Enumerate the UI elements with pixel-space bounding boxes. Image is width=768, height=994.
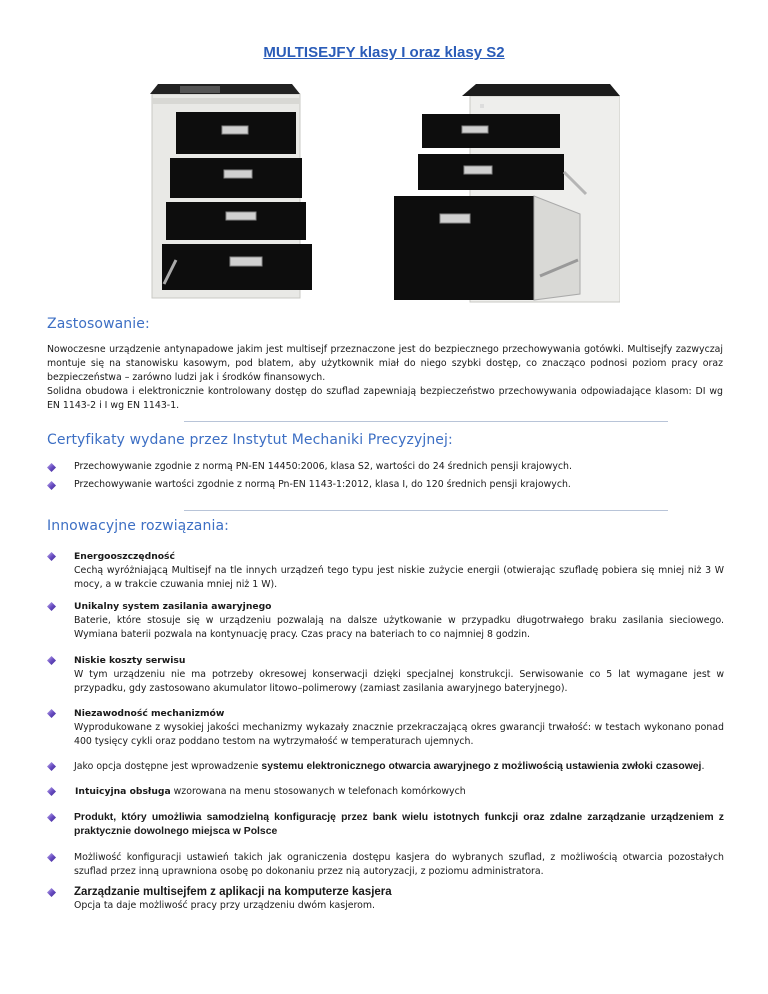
zastosowanie-text — [47, 343, 723, 413]
divider — [184, 421, 668, 422]
zastosowanie-paragraph-2: Solidna obudowa i elektronicznie kontrolowany dostęp do szuflad zapewniają bezpieczeństwo przechowywania odpowiadające klasom: DI wg EN 1143-2 i I wg EN 1143-1. — [47, 386, 723, 411]
diamond-bullet-icon — [47, 656, 56, 665]
diamond-bullet-icon — [47, 463, 56, 472]
diamond-bullet-icon — [47, 853, 56, 862]
section-heading-certyfikaty: Certyfikaty wydane przez Instytut Mechaniki Precyzyjnej: — [47, 432, 453, 448]
feature-title: Zarządzanie multisejfem z aplikacji na komputerze kasjera — [74, 886, 392, 898]
diamond-bullet-icon — [47, 602, 56, 611]
page-title: MULTISEJFY klasy I oraz klasy S2 — [263, 44, 505, 61]
section-heading-zastosowanie: Zastosowanie: — [47, 316, 150, 332]
remote-management-text: Produkt, który umożliwia samodzielną konfigurację przez bank wielu istotnych funkcji oraz zdalne zarządzanie urządzeniem z praktycznie dowolnego miejsca w Polsce — [74, 812, 724, 837]
multisafe-4-drawer-image — [150, 84, 312, 298]
diamond-bullet-icon — [47, 481, 56, 490]
zastosowanie-paragraph-1: Nowoczesne urządzenie antynapadowe jakim jest multisejf przeznaczone jest do bezpiecznego przechowywania gotówki. Multisejfy zazwyczaj montuje się na stanowisku kasowym, pod blatem, aby użytkownik miał do niego szybki dostęp, co znacząco podnosi poziom pracy oraz bezpieczeństwa – zarówno ludzi jak i środków finansowych. — [47, 344, 723, 383]
feature-text: Opcja ta daje możliwość pracy przy urządzeniu dwóm kasjerom. — [74, 900, 375, 911]
section-heading-innowacje: Innowacyjne rozwiązania: — [47, 518, 229, 534]
multisafe-3-drawer-image — [394, 84, 620, 302]
feature-text: Wyprodukowane z wysokiej jakości mechanizmy wykazały znacznie przekraczającą okres gwarancji trwałość: w testach wykonano ponad 400 tysięcy cykli oraz poddano testom na wytrzymałość w temperaturach ujemnych. — [74, 722, 724, 747]
configuration-text: Możliwość konfiguracji ustawień takich jak ograniczenia dostępu kasjera do wybranych szuflad, z możliwością otwarcia pozostałych szuflad przez inną uprawniona osobę po dokonaniu przez nią autoryzacji, z poziomu administratora. — [74, 852, 724, 877]
feature-text: Cechą wyróżniającą Multisejf na tle innych urządzeń tego typu jest niskie zużycie energii (otwierając szufladę pobiera się mniej niż 3 W mocy, a w trakcie czuwania mniej niż 1 W). — [74, 565, 724, 590]
diamond-bullet-icon — [47, 762, 56, 771]
diamond-bullet-icon — [47, 787, 56, 796]
feature-title: Unikalny system zasilania awaryjnego — [74, 601, 272, 612]
diamond-bullet-icon — [47, 888, 56, 897]
certificate-item: Przechowywanie zgodnie z normą PN-EN 14450:2006, klasa S2, wartości do 24 średnich pensji krajowych. — [74, 461, 572, 472]
certificate-item: Przechowywanie wartości zgodnie z normą Pn-EN 1143-1:2012, klasa I, do 120 średnich pensji krajowych. — [74, 479, 571, 490]
feature-text: Baterie, które stosuje się w urządzeniu pozwalają na dalsze użytkowanie w przypadku długotrwałego braku zasilania sieciowego. Wymiana baterii pozwala na kontynuację pracy. Czas pracy na bateriach to co najmniej 8 godzin. — [74, 615, 724, 640]
feature-title: Niskie koszty serwisu — [74, 655, 186, 666]
option-text: Jako opcja dostępne jest wprowadzenie systemu elektronicznego otwarcia awaryjnego z możliwością ustawienia zwłoki czasowej. — [74, 761, 705, 772]
diamond-bullet-icon — [47, 813, 56, 822]
diamond-bullet-icon — [47, 709, 56, 718]
divider — [184, 510, 668, 511]
feature-text: W tym urządzeniu nie ma potrzeby okresowej konserwacji dzięki specjalnej konstrukcji. Serwisowanie co 5 lat wymagane jest w przypadku, gdy zastosowano akumulator litowo–polimerowy (zamiast zasilania awaryjnego bateryjnego). — [74, 669, 724, 694]
usability-text: Intuicyjna obsługa wzorowana na menu stosowanych w telefonach komórkowych — [75, 786, 466, 797]
feature-title: Energooszczędność — [74, 551, 175, 562]
diamond-bullet-icon — [47, 552, 56, 561]
product-photos — [140, 84, 620, 310]
feature-title: Niezawodność mechanizmów — [74, 708, 225, 719]
